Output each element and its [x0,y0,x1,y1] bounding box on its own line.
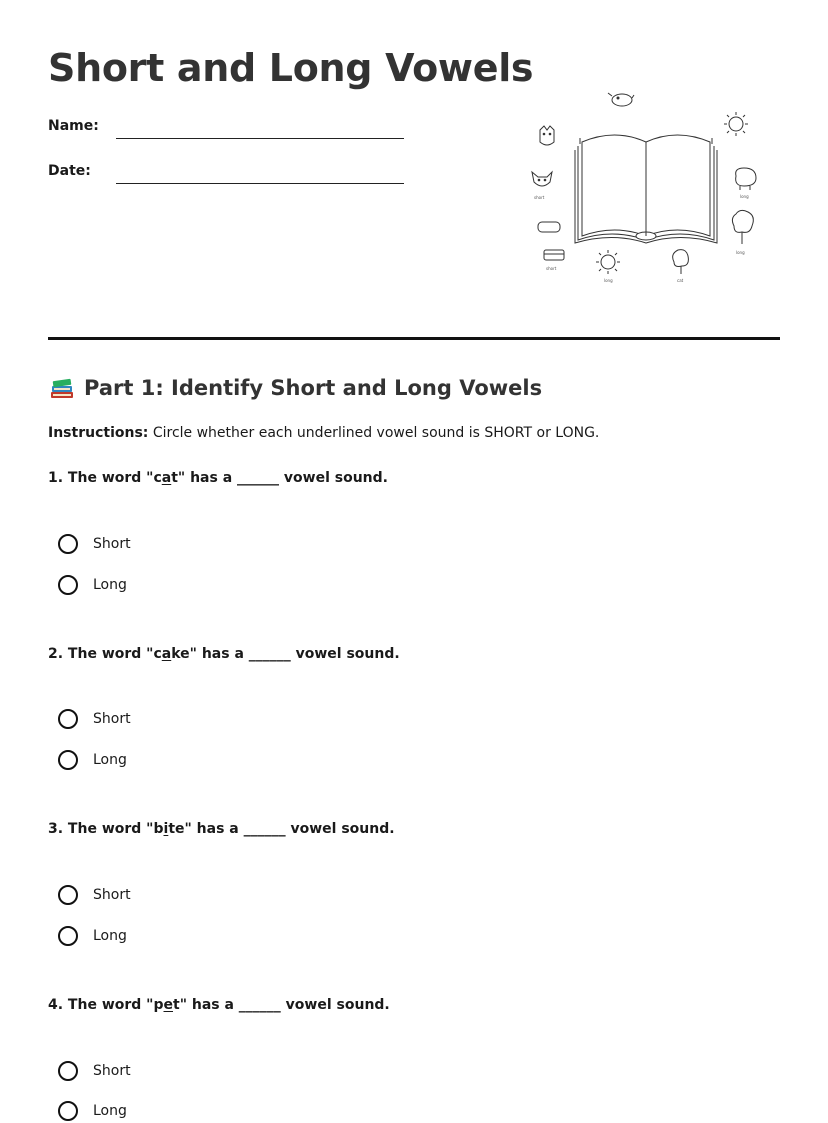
radio-button[interactable] [58,750,78,770]
question-4 [48,997,390,1013]
q2-option-short[interactable] [58,707,131,731]
date-label: Date: [48,163,91,179]
q2-option-long[interactable] [58,748,127,772]
name-label: Name: [48,118,99,134]
tree-bottom-icon [673,250,689,283]
underlined-vowel: e [163,997,173,1013]
section-heading [48,374,542,402]
underlined-vowel: i [163,821,169,837]
radio-button[interactable] [58,926,78,946]
instructions-text: Circle whether each underlined vowel sound is SHORT or LONG. [148,425,600,441]
cat-icon [540,126,554,145]
section-divider [48,337,780,340]
radio-button[interactable] [58,575,78,595]
option-label: Long [93,577,127,593]
date-line [116,183,404,184]
option-label: Long [93,1103,127,1119]
question-1 [48,470,388,486]
q4-option-long[interactable] [58,1099,127,1123]
question-text: t" has a ______ vowel sound. [171,470,388,486]
date-field [48,163,408,187]
radio-button[interactable] [58,534,78,554]
pig-right-icon [736,168,756,199]
section-title-text: Part 1: Identify Short and Long Vowels [84,376,543,400]
option-label: Short [93,536,131,552]
instructions [48,425,599,441]
page-title: Short and Long Vowels [48,46,534,90]
illus-label: long [740,194,749,199]
question-text: 1. The word "c [48,470,162,486]
fox-icon [532,172,552,200]
books-icon [48,374,76,402]
question-2 [48,646,400,662]
bowl-icon [538,222,560,232]
question-text: 2. The word "c [48,646,162,662]
illus-label: long [736,250,745,255]
illus-label: short [534,195,545,200]
option-label: Long [93,928,127,944]
radio-button[interactable] [58,885,78,905]
illus-label: short [546,266,557,271]
name-line [116,138,404,139]
question-text: 3. The word "b [48,821,164,837]
radio-button[interactable] [58,1101,78,1121]
q1-option-short[interactable] [58,532,131,556]
open-book-icon [575,135,717,243]
pig-icon [608,93,634,106]
tree-icon [732,210,753,255]
option-label: Short [93,711,131,727]
q4-option-short[interactable] [58,1059,131,1083]
question-text: te" has a ______ vowel sound. [168,821,395,837]
underlined-vowel: a [161,470,172,486]
option-label: Short [93,1063,131,1079]
q3-option-short[interactable] [58,883,131,907]
cake-icon [544,250,564,271]
question-text: ke" has a ______ vowel sound. [171,646,400,662]
name-field [48,118,408,142]
option-label: Long [93,752,127,768]
option-label: Short [93,887,131,903]
illus-label: long [604,278,613,283]
question-text: t" has a ______ vowel sound. [173,997,390,1013]
question-text: 4. The word "p [48,997,164,1013]
radio-button[interactable] [58,709,78,729]
underlined-vowel: a [161,646,172,662]
sun-bottom-icon [596,250,620,283]
sun-icon [724,112,748,136]
book-illustration [520,86,770,290]
q3-option-long[interactable] [58,924,127,948]
q1-option-long[interactable] [58,573,127,597]
radio-button[interactable] [58,1061,78,1081]
question-3 [48,821,395,837]
illus-label: cat [677,278,684,283]
instructions-label: Instructions: [48,425,149,441]
